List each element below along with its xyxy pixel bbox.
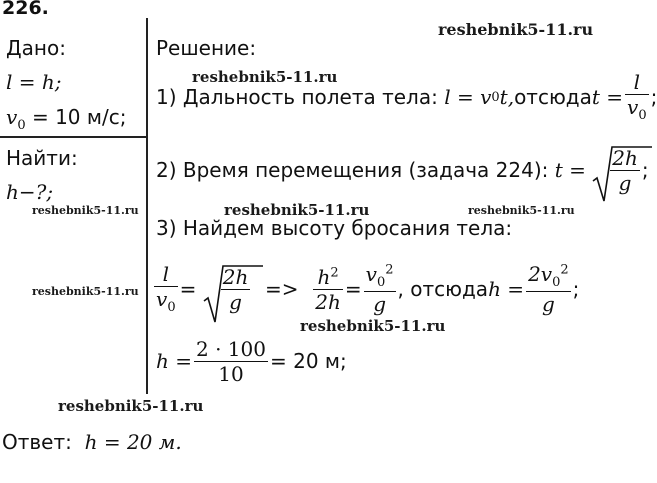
given-title: Дано:: [6, 36, 66, 60]
given-line-2: $v_0 = 10$ м/с;: [6, 105, 127, 133]
calculation-line: h = $\frac{2 \cdot 100}{10}$ = 20 м;: [156, 336, 347, 386]
watermark: reshebnik5-11.ru: [192, 68, 338, 86]
watermark: reshebnik5-11.ru: [300, 317, 446, 335]
sqrt-sign-1: $\frac{2h}{g}$: [592, 147, 642, 194]
watermark: reshebnik5-11.ru: [32, 204, 139, 217]
solution-title: Решение:: [156, 36, 257, 60]
step-3: 3) Найдем высоту бросания тела:: [156, 216, 513, 240]
derivation-line: $\frac{l}{v_0}$ = $\frac{2h}{g}$ => $\frac{h^2}{2h}$ = $\frac{v_0^2}{g}$ , отсюда h = $\frac{2v_0^2}{g}$ ;: [152, 258, 579, 320]
find-title: Найти:: [6, 146, 78, 170]
find-line: h−?;: [6, 180, 54, 204]
sqrt-sign-2: $\frac{2h}{g}$: [203, 266, 253, 313]
step-2: 2) Время перемещения (задача 224): t = $\frac{2h}{g}$ ;: [156, 142, 649, 198]
step-1: 1) Дальность полета тела: l = v 0 t, отсюда t = $\frac{l}{v_0}$ ;: [156, 69, 657, 123]
watermark: reshebnik5-11.ru: [468, 204, 575, 217]
watermark: reshebnik5-11.ru: [32, 285, 139, 298]
watermark: reshebnik5-11.ru: [58, 397, 204, 415]
watermark: reshebnik5-11.ru: [224, 201, 370, 219]
vertical-divider: [146, 18, 148, 394]
watermark: reshebnik5-11.ru: [438, 20, 594, 39]
problem-number: 226.: [2, 0, 49, 19]
horizontal-divider: [0, 136, 146, 138]
answer-line: Ответ: h = 20 м.: [2, 430, 182, 454]
given-line-1: l = h;: [6, 70, 62, 94]
